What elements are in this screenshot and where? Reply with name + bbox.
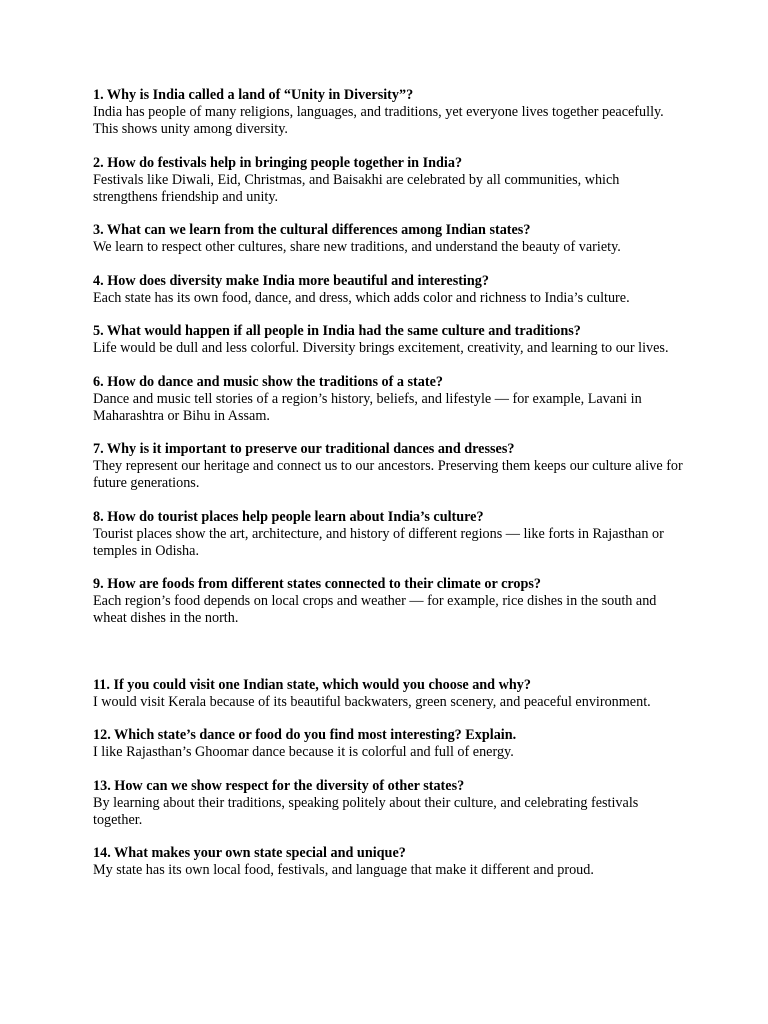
answer-text: Each region’s food depends on local crops and weather — for example, rice dishes in the south and wheat dishes in the north. xyxy=(93,593,657,626)
question-text: 5. What would happen if all people in India had the same culture and traditions? xyxy=(93,323,581,339)
question-text: 2. How do festivals help in bringing people together in India? xyxy=(93,154,463,171)
answer-text: My state has its own local food, festivals, and language that make it different and proud. xyxy=(93,862,594,878)
qa-item xyxy=(93,677,683,711)
question-text: 14. What makes your own state special and unique? xyxy=(93,845,406,861)
question-text: 13. How can we show respect for the diversity of other states? xyxy=(93,777,465,794)
question-text: 6. How do dance and music show the traditions of a state? xyxy=(93,373,443,390)
section-gap xyxy=(93,644,683,677)
answer-text: Dance and music tell stories of a region’s history, beliefs, and lifestyle — for example, Lavani in Maharashtra or Bihu in Assam. xyxy=(93,390,642,424)
qa-item xyxy=(93,778,683,829)
qa-item xyxy=(93,845,683,879)
question-text: 4. How does diversity make India more beautiful and interesting? xyxy=(93,272,489,289)
answer-text: Life would be dull and less colorful. Diversity brings excitement, creativity, and learning to our lives. xyxy=(93,340,669,356)
qa-item xyxy=(93,509,683,560)
answer-text: I like Rajasthan’s Ghoomar dance because it is colorful and full of energy. xyxy=(93,744,514,760)
answer-text: Festivals like Diwali, Eid, Christmas, and Baisakhi are celebrated by all communities, which strengthens friendship and unity. xyxy=(93,171,620,205)
qa-item xyxy=(93,222,683,256)
qa-item xyxy=(93,323,683,357)
document-page xyxy=(93,87,683,896)
question-text: 12. Which state’s dance or food do you find most interesting? Explain. xyxy=(93,727,517,743)
question-text: 3. What can we learn from the cultural differences among Indian states? xyxy=(93,222,531,238)
qa-item xyxy=(93,273,683,307)
question-text: 1. Why is India called a land of “Unity in Diversity”? xyxy=(93,87,414,103)
question-text: 7. Why is it important to preserve our traditional dances and dresses? xyxy=(93,441,515,457)
qa-item xyxy=(93,576,683,627)
answer-text: India has people of many religions, languages, and traditions, yet everyone lives together peacefully. This shows unity among diversity. xyxy=(93,104,664,137)
question-text: 8. How do tourist places help people learn about India’s culture? xyxy=(93,508,484,525)
answer-text: Tourist places show the art, architecture, and history of different regions — like forts in Rajasthan or temples in Odisha. xyxy=(93,525,664,559)
qa-item xyxy=(93,87,683,138)
qa-item xyxy=(93,374,683,425)
qa-item xyxy=(93,155,683,206)
question-text: 9. How are foods from different states connected to their climate or crops? xyxy=(93,576,541,592)
qa-item xyxy=(93,727,683,761)
question-text: 11. If you could visit one Indian state, which would you choose and why? xyxy=(93,676,531,693)
answer-text: I would visit Kerala because of its beautiful backwaters, green scenery, and peaceful environment. xyxy=(93,693,651,710)
answer-text: They represent our heritage and connect us to our ancestors. Preserving them keeps our culture alive for future generations. xyxy=(93,458,683,491)
qa-item xyxy=(93,441,683,492)
answer-text: By learning about their traditions, speaking politely about their culture, and celebrating festivals together. xyxy=(93,794,639,828)
answer-text: Each state has its own food, dance, and dress, which adds color and richness to India’s culture. xyxy=(93,289,630,306)
answer-text: We learn to respect other cultures, share new traditions, and understand the beauty of variety. xyxy=(93,239,621,255)
